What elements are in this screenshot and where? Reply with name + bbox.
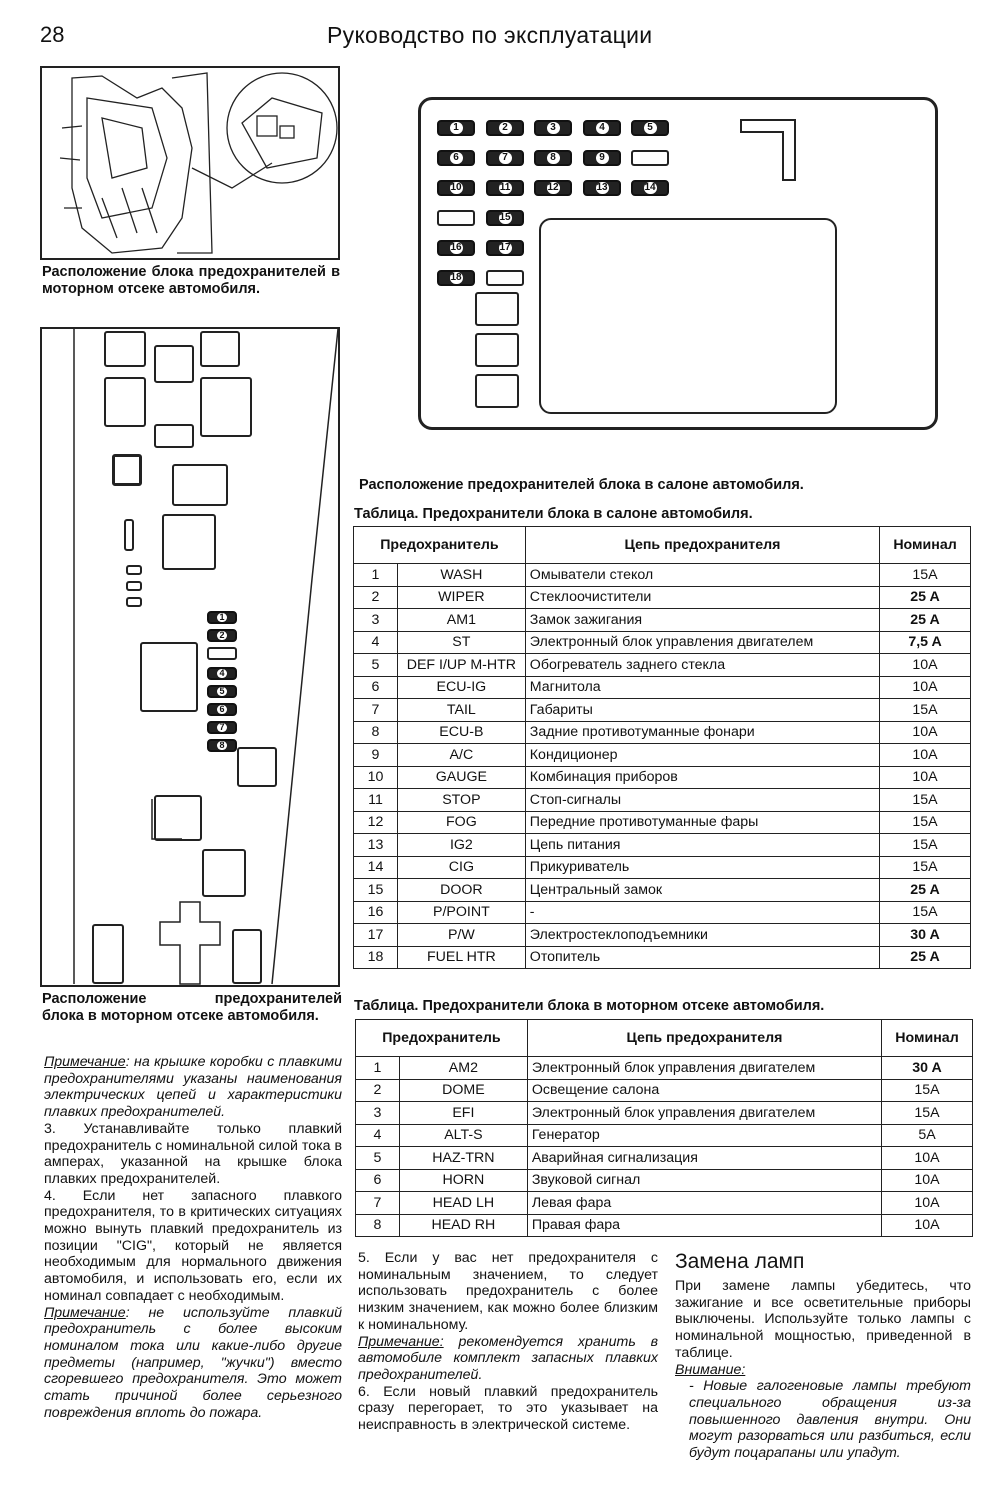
table2-title: Таблица. Предохранители блока в моторном отсеке автомобиля.	[354, 998, 825, 1014]
fuse-code: FUEL HTR	[397, 946, 525, 969]
rating: 30 A	[880, 924, 971, 947]
right-column-text: При замене лампы убедитесь, что зажигание и все осветительные приборы выключены. Используйте только лампы с номинальной мощностью, приведенной в таблице. Внимание: - Новые галогеновые лампы требуют специального обращения из-за повышенного давления внутри. Они могут разорваться или разбиться, если будут поцарапаны или упадут.	[675, 1278, 971, 1462]
fuse-number: 2	[356, 1079, 400, 1102]
circuit-name: Стоп-сигналы	[525, 789, 879, 812]
circuit-name: Кондиционер	[525, 744, 879, 767]
table-row	[354, 631, 971, 654]
fuse-code: FOG	[397, 811, 525, 834]
fuse-code: A/C	[397, 744, 525, 767]
cabin-fuse-13: 13	[583, 180, 621, 196]
engine-fuse-4: 4	[207, 667, 237, 680]
cabin-fuse-2: 2	[486, 120, 524, 136]
table-row	[356, 1169, 973, 1192]
fuse-code: AM2	[399, 1057, 527, 1080]
rating: 10A	[882, 1169, 973, 1192]
fuse-number: 10	[354, 766, 398, 789]
fuse-number: 13	[354, 834, 398, 857]
fuse-number: 6	[354, 676, 398, 699]
fuse-number: 16	[354, 901, 398, 924]
engine-bay-drawing	[42, 68, 338, 258]
fuse-code: DOOR	[397, 879, 525, 902]
circuit-name: Генератор	[527, 1124, 881, 1147]
cabin-fuse-4: 4	[583, 120, 621, 136]
cabin-fuse-1: 1	[437, 120, 475, 136]
rating: 5A	[882, 1124, 973, 1147]
circuit-name: Левая фара	[527, 1192, 881, 1215]
table-row	[354, 586, 971, 609]
fuse-code: HEAD LH	[399, 1192, 527, 1215]
rating: 15A	[880, 699, 971, 722]
circuit-name: Замок зажигания	[525, 609, 879, 632]
fuse-number: 4	[356, 1124, 400, 1147]
fuse-code: GAUGE	[397, 766, 525, 789]
fig1-caption: Расположение блока предохранителей в моторном отсеке автомобиля.	[42, 264, 340, 297]
fig3-caption: Расположение предохранителей блока в салоне автомобиля.	[359, 477, 804, 493]
circuit-name: Обогреватель заднего стекла	[525, 654, 879, 677]
rating: 10A	[880, 721, 971, 744]
circuit-name: Правая фара	[527, 1214, 881, 1237]
fuse-code: ST	[397, 631, 525, 654]
engine-fuse-2: 2	[207, 629, 237, 642]
fuse-code: HORN	[399, 1169, 527, 1192]
fuse-code: DEF I/UP M-HTR	[397, 654, 525, 677]
fig2-caption: Расположение предохранителей блока в моторном отсеке автомобиля.	[42, 991, 342, 1024]
col-fuse: Предохранитель	[354, 527, 526, 564]
fuse-number: 8	[354, 721, 398, 744]
circuit-name: Прикуриватель	[525, 856, 879, 879]
rating: 10A	[880, 676, 971, 699]
table-row	[354, 699, 971, 722]
fuse-code: DOME	[399, 1079, 527, 1102]
fuse-number: 5	[356, 1147, 400, 1170]
fuse-code: EFI	[399, 1102, 527, 1125]
section-heading: Замена ламп	[675, 1250, 805, 1273]
relay-block	[539, 218, 837, 414]
engine-fuse-7: 7	[207, 721, 237, 734]
rating: 10A	[882, 1192, 973, 1215]
table1-title: Таблица. Предохранители блока в салоне автомобиля.	[354, 506, 753, 522]
circuit-name: Электростеклоподъемники	[525, 924, 879, 947]
engine-fuse-1: 1	[207, 611, 237, 624]
fuse-number: 1	[354, 564, 398, 587]
col-fuse: Предохранитель	[356, 1020, 528, 1057]
cabin-fuse-9: 9	[583, 150, 621, 166]
table-row	[354, 856, 971, 879]
circuit-name: Центральный замок	[525, 879, 879, 902]
rating: 25 A	[880, 879, 971, 902]
fuse-code: CIG	[397, 856, 525, 879]
cabin-fuse-10: 10	[437, 180, 475, 196]
fuse-code: WASH	[397, 564, 525, 587]
fuse-code: P/POINT	[397, 901, 525, 924]
circuit-name: Передние противотуманные фары	[525, 811, 879, 834]
circuit-name: Аварийная сигнализация	[527, 1147, 881, 1170]
cabin-fuse-3: 3	[534, 120, 572, 136]
table-row	[354, 564, 971, 587]
table-row	[354, 676, 971, 699]
cabin-fuse-16: 16	[437, 240, 475, 256]
engine-bay-figure	[40, 66, 340, 260]
col-rating: Номинал	[882, 1020, 973, 1057]
engine-fuse-8: 8	[207, 739, 237, 752]
table-row	[356, 1079, 973, 1102]
fuse-code: IG2	[397, 834, 525, 857]
cabin-fuse-8: 8	[534, 150, 572, 166]
table-row	[354, 811, 971, 834]
rating: 15A	[882, 1079, 973, 1102]
circuit-name: -	[525, 901, 879, 924]
circuit-name: Отопитель	[525, 946, 879, 969]
table-row	[354, 609, 971, 632]
fuse-code: ALT-S	[399, 1124, 527, 1147]
table-row	[356, 1057, 973, 1080]
fuse-number: 3	[354, 609, 398, 632]
table-row	[354, 879, 971, 902]
fuse-code: ECU-IG	[397, 676, 525, 699]
fuse-number: 6	[356, 1169, 400, 1192]
col-circuit: Цепь предохранителя	[525, 527, 879, 564]
table-row	[354, 721, 971, 744]
cabin-fuse-15: 15	[486, 210, 524, 226]
fuse-number: 2	[354, 586, 398, 609]
circuit-name: Комбинация приборов	[525, 766, 879, 789]
cabin-fuse-18: 18	[437, 270, 475, 286]
fuse-number: 12	[354, 811, 398, 834]
fuse-code: AM1	[397, 609, 525, 632]
cabin-fuse-table	[353, 526, 971, 969]
table-row	[354, 654, 971, 677]
rating: 15A	[880, 811, 971, 834]
circuit-name: Электронный блок управления двигателем	[525, 631, 879, 654]
col-rating: Номинал	[880, 527, 971, 564]
fuse-number: 14	[354, 856, 398, 879]
circuit-name: Задние противотуманные фонари	[525, 721, 879, 744]
cabin-fuse-5: 5	[631, 120, 669, 136]
engine-fuse-5: 5	[207, 685, 237, 698]
circuit-name: Габариты	[525, 699, 879, 722]
table-row	[354, 789, 971, 812]
rating: 15A	[882, 1102, 973, 1125]
rating: 25 A	[880, 946, 971, 969]
fuse-code: ECU-B	[397, 721, 525, 744]
fuse-code: TAIL	[397, 699, 525, 722]
rating: 7,5 A	[880, 631, 971, 654]
table-row	[354, 744, 971, 767]
table-row	[354, 766, 971, 789]
circuit-name: Цепь питания	[525, 834, 879, 857]
table-row	[354, 834, 971, 857]
circuit-name: Магнитола	[525, 676, 879, 699]
fuse-code: WIPER	[397, 586, 525, 609]
page-number: 28	[40, 22, 65, 47]
cabin-fuse-14: 14	[631, 180, 669, 196]
cabin-fuse-7: 7	[486, 150, 524, 166]
engine-fuse-table	[355, 1019, 973, 1237]
fuse-number: 3	[356, 1102, 400, 1125]
table-row	[356, 1124, 973, 1147]
rating: 15A	[880, 901, 971, 924]
table-row	[356, 1147, 973, 1170]
rating: 25 A	[880, 609, 971, 632]
rating: 15A	[880, 834, 971, 857]
cabin-fusebox-figure	[418, 97, 938, 430]
rating: 10A	[882, 1147, 973, 1170]
rating: 15A	[880, 564, 971, 587]
fuse-number: 9	[354, 744, 398, 767]
table-row	[354, 924, 971, 947]
circuit-name: Электронный блок управления двигателем	[527, 1057, 881, 1080]
rating: 15A	[880, 856, 971, 879]
table-row	[354, 946, 971, 969]
fuse-number: 17	[354, 924, 398, 947]
engine-fuse-3	[207, 647, 237, 660]
fuse-number: 5	[354, 654, 398, 677]
circuit-name: Омыватели стекол	[525, 564, 879, 587]
engine-fusebox-figure	[40, 327, 340, 987]
circuit-name: Освещение салона	[527, 1079, 881, 1102]
cabin-fuse-11: 11	[486, 180, 524, 196]
circuit-name: Звуковой сигнал	[527, 1169, 881, 1192]
fuse-number: 15	[354, 879, 398, 902]
fuse-number: 1	[356, 1057, 400, 1080]
table-row	[356, 1102, 973, 1125]
engine-fuse-6: 6	[207, 703, 237, 716]
table-row	[356, 1192, 973, 1215]
circuit-name: Электронный блок управления двигателем	[527, 1102, 881, 1125]
fuse-code: STOP	[397, 789, 525, 812]
fuse-number: 4	[354, 631, 398, 654]
rating: 10A	[882, 1214, 973, 1237]
running-title: Руководство по эксплуатации	[327, 22, 653, 48]
fuse-number: 7	[356, 1192, 400, 1215]
middle-column-text: 5. Если у вас нет предохранителя с номинальным значением, то следует использовать предохранитель с более низким значением, как можно более близким к номинальному. Примечание: рекомендуется хранить в автомобиле комплект запасных плавких предохранителей. 6. Если новый плавкий предохранитель сразу перегорает, то это указывает на неисправность в электрической системе.	[358, 1250, 658, 1434]
fuse-code: P/W	[397, 924, 525, 947]
fuse-code: HEAD RH	[399, 1214, 527, 1237]
table-row	[354, 901, 971, 924]
rating: 10A	[880, 654, 971, 677]
cabin-fuse-6: 6	[437, 150, 475, 166]
fuse-code: HAZ-TRN	[399, 1147, 527, 1170]
fuse-number: 11	[354, 789, 398, 812]
fuse-number: 8	[356, 1214, 400, 1237]
rating: 25 A	[880, 586, 971, 609]
fuse-number: 7	[354, 699, 398, 722]
table-row	[356, 1214, 973, 1237]
fuse-number: 18	[354, 946, 398, 969]
cabin-fuse-17: 17	[486, 240, 524, 256]
circuit-name: Стеклоочистители	[525, 586, 879, 609]
col-circuit: Цепь предохранителя	[527, 1020, 881, 1057]
left-column-text: Примечание: на крышке коробки с плавкими предохранителями указаны наименования электрических цепей и характеристики плавких предохранителей. 3. Устанавливайте только плавкий предохранитель с номинальной силой тока в амперах, указанной на крышке блока плавких предохранителей. 4. Если нет запасного плавкого предохранителя, то в критических ситуациях можно вынуть плавкий предохранитель из позиции "CIG", который не является необходимым для нормального движения автомобиля, и использовать его, если их номинал совпадает с необходимым. Примечание: не используйте плавкий предохранитель с более высоким номиналом тока или какие-либо другие предметы (например, "жучки") вместо сгоревшего предохранителя. Это может стать причиной более серьезного повреждения вплоть до пожара.	[44, 1054, 342, 1421]
rating: 10A	[880, 744, 971, 767]
cabin-fuse-12: 12	[534, 180, 572, 196]
rating: 10A	[880, 766, 971, 789]
rating: 15A	[880, 789, 971, 812]
rating: 30 A	[882, 1057, 973, 1080]
